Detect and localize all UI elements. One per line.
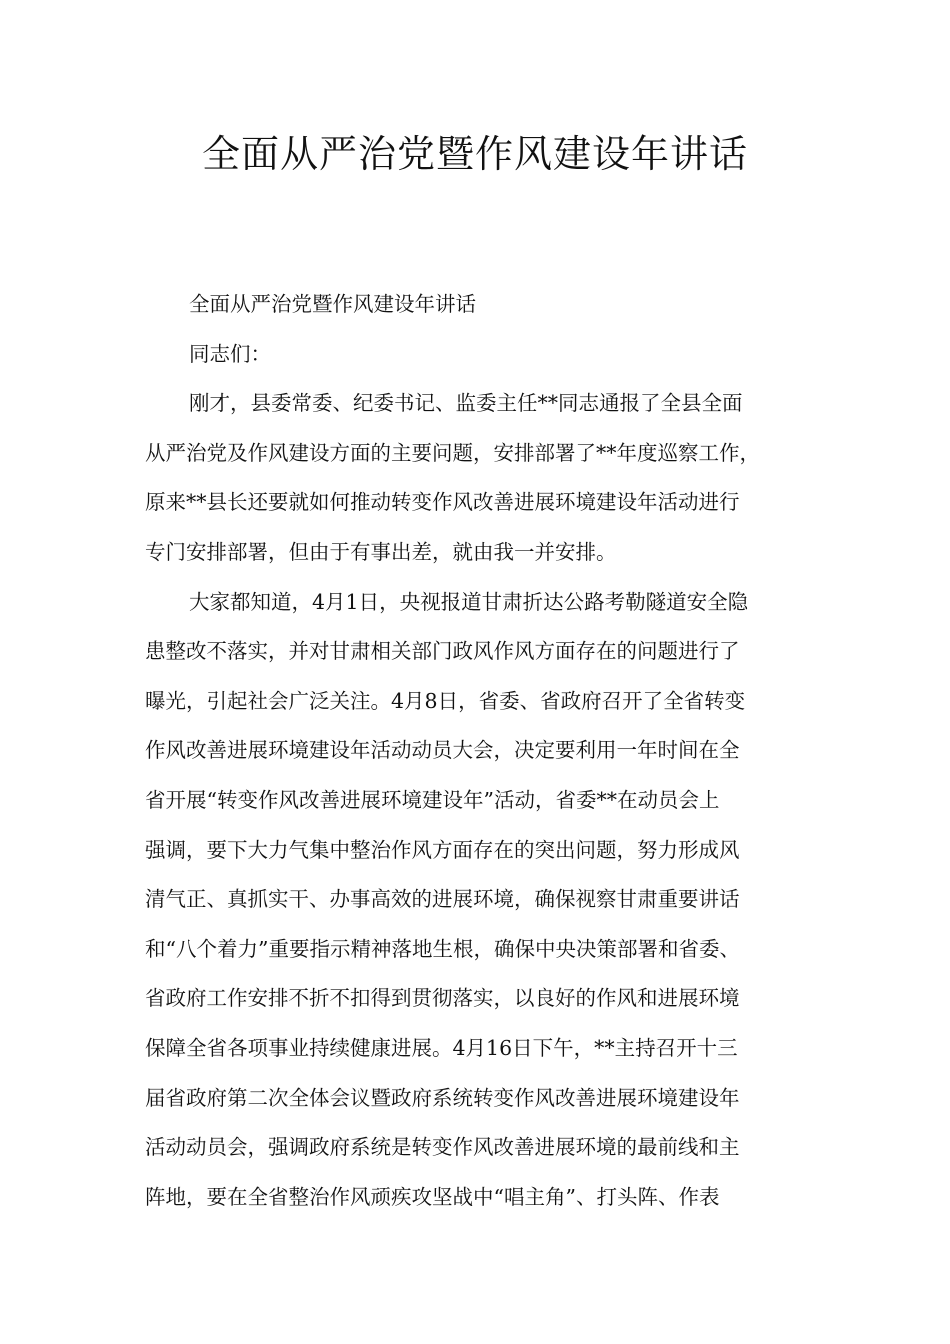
body-line: 活动动员会，强调政府系统是转变作风改善进展环境的最前线和主 — [145, 1135, 740, 1160]
body-line: 原来**县长还要就如何推动转变作风改善进展环境建设年活动进行 — [145, 490, 740, 515]
document-body — [145, 280, 825, 1222]
body-line: 省政府工作安排不折不扣得到贯彻落实，以良好的作风和进展环境 — [145, 986, 740, 1011]
document-title: 全面从严治党暨作风建设年讲话 — [201, 132, 748, 176]
body-line: 同志们： — [189, 341, 271, 366]
body-line: 大家都知道，4月1日，央视报道甘肃折达公路考勒隧道安全隐 — [189, 589, 749, 614]
body-line: 曝光，引起社会广泛关注。4月8日，省委、省政府召开了全省转变 — [145, 688, 746, 713]
body-line: 全面从严治党暨作风建设年讲话 — [189, 292, 476, 316]
body-line: 专门安排部署，但由于有事出差，就由我一并安排。 — [145, 539, 617, 564]
body-line: 和“八个着力”重要指示精神落地生根，确保中央决策部署和省委、 — [145, 936, 740, 961]
body-line: 阵地，要在全省整治作风顽疾攻坚战中“唱主角”、打头阵、作表 — [145, 1184, 720, 1209]
body-line: 届省政府第二次全体会议暨政府系统转变作风改善进展环境建设年 — [145, 1085, 740, 1110]
body-line: 保障全省各项事业持续健康进展。4月16日下午，**主持召开十三 — [145, 1035, 738, 1060]
body-line: 患整改不落实，并对甘肃相关部门政风作风方面存在的问题进行了 — [145, 639, 740, 664]
body-line: 强调，要下大力气集中整治作风方面存在的突出问题，努力形成风 — [145, 837, 740, 862]
body-line: 省开展“转变作风改善进展环境建设年”活动，省委**在动员会上 — [145, 787, 720, 812]
body-line: 清气正、真抓实干、办事高效的进展环境，确保视察甘肃重要讲话 — [145, 887, 740, 912]
body-line: 作风改善进展环境建设年活动动员大会，决定要利用一年时间在全 — [145, 738, 740, 763]
body-line: 从严治党及作风建设方面的主要问题，安排部署了**年度巡察工作， — [145, 440, 760, 465]
body-line: 刚才，县委常委、纪委书记、监委主任**同志通报了全县全面 — [189, 391, 743, 416]
